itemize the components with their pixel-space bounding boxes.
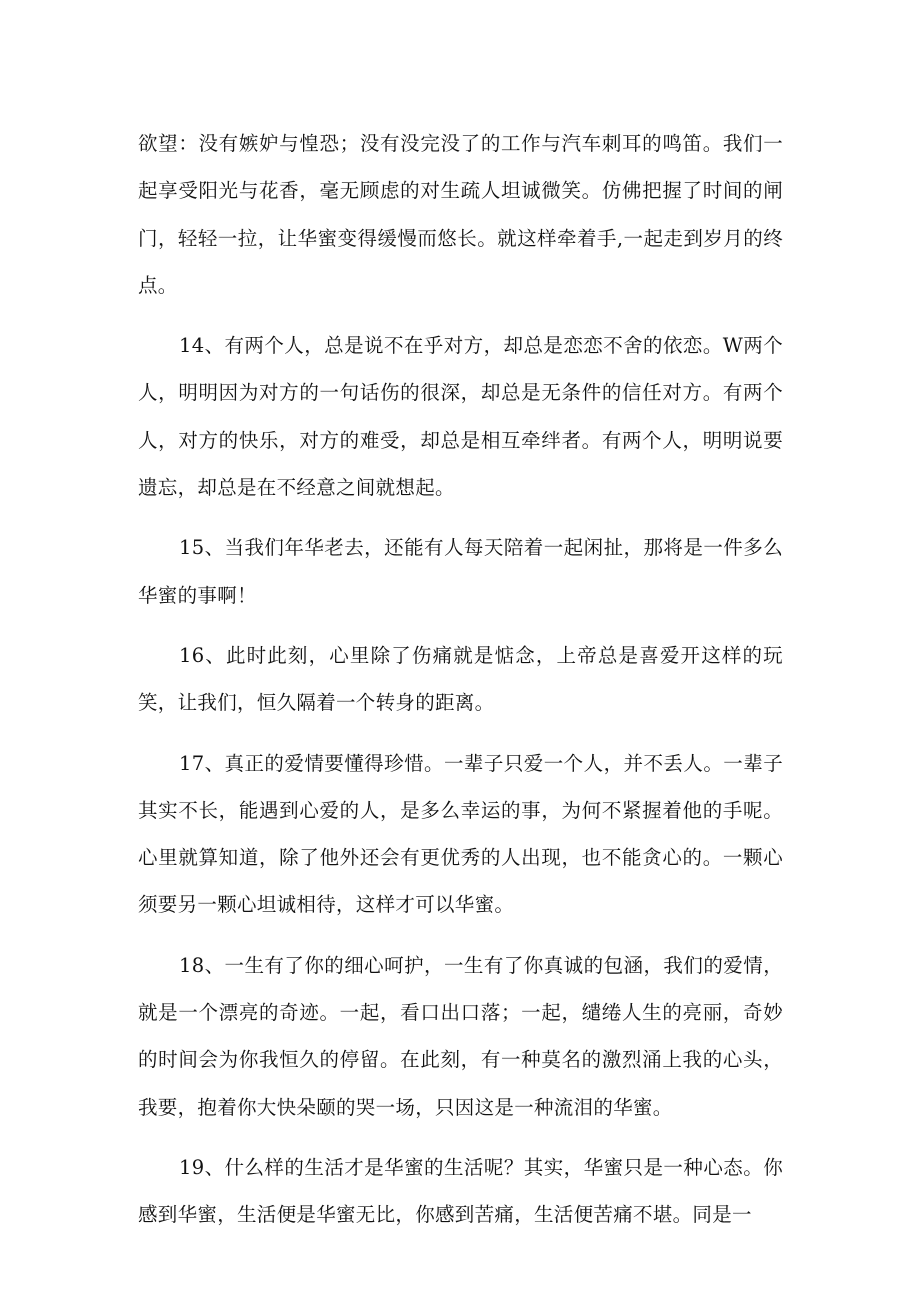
paragraph-17: 17、真正的爱情要懂得珍惜。一辈子只爱一个人，并不丢人。一辈子其实不长，能遇到心爱的人，是多么幸运的事，为何不紧握着他的手呢。心里就算知道，除了他外还会有更优秀的人出现，也不能贪心的。一颗心须要另一颗心坦诚相待，这样才可以华蜜。	[138, 751, 783, 917]
paragraph-16: 16、此时此刻，心里除了伤痛就是惦念，上帝总是喜爱开这样的玩笑，让我们，恒久隔着一个转身的距离。	[138, 643, 783, 715]
paragraph-15: 15、当我们年华老去，还能有人每天陪着一起闲扯，那将是一件多么华蜜的事啊！	[138, 536, 783, 607]
document-body	[138, 120, 783, 1252]
paragraph-14: 14、有两个人，总是说不在乎对方，却总是恋恋不舍的依恋。W两个人，明明因为对方的一句话伤的很深，却总是无条件的信任对方。有两个人，对方的快乐，对方的难受，却总是相互牵绊者。有两个人，明明说要遗忘，却总是在不经意之间就想起。	[138, 334, 783, 500]
paragraph-19: 19、什么样的生活才是华蜜的生活呢？其实，华蜜只是一种心态。你感到华蜜，生活便是华蜜无比，你感到苦痛，生活便苦痛不堪。同是一	[138, 1155, 783, 1227]
paragraph-18: 18、一生有了你的细心呵护，一生有了你真诚的包涵，我们的爱情，就是一个漂亮的奇迹。一起，看口出口落；一起，缱绻人生的亮丽，奇妙的时间会为你我恒久的停留。在此刻，有一种莫名的激烈涌上我的心头，我要，抱着你大快朵颐的哭一场，只因这是一种流泪的华蜜。	[138, 953, 783, 1119]
paragraph-continued: 欲望：没有嫉妒与惶恐；没有没完没了的工作与汽车刺耳的鸣笛。我们一起享受阳光与花香，毫无顾虑的对生疏人坦诚微笑。仿佛把握了时间的闸门，轻轻一拉，让华蜜变得缓慢而悠长。就这样牵着手,一起走到岁月的终点。	[138, 132, 783, 297]
